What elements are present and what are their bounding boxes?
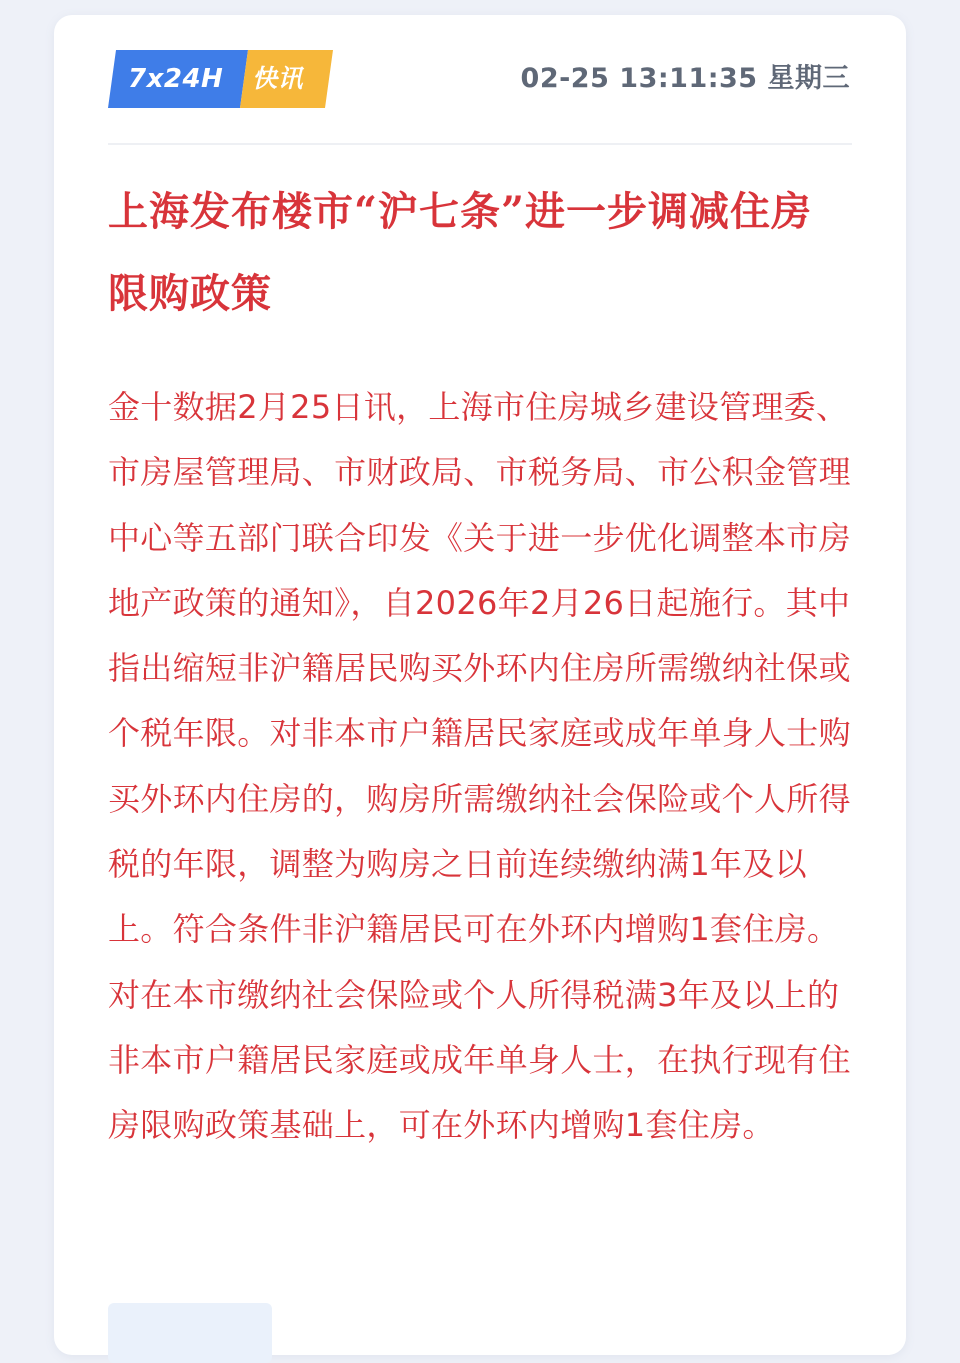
badge-label-flash: 快讯 (252, 64, 304, 93)
badge-label-7x24h: 7x24H (128, 64, 224, 94)
flash-news-badge (108, 50, 333, 108)
timestamp: 02-25 13:11:35 星期三 (520, 63, 850, 94)
headline: 上海发布楼市“沪七条”进一步调减住房限购政策 (108, 188, 813, 317)
news-card (54, 15, 906, 1355)
divider (108, 143, 852, 145)
bottom-tag-chip[interactable] (108, 1303, 272, 1363)
article-body: 金十数据2月25日讯，上海市住房城乡建设管理委、市房屋管理局、市财政局、市税务局、市公积金管理中心等五部门联合印发《关于进一步优化调整本市房地产政策的通知》，自2026年2月26日起施行。其中指出缩短非沪籍居民购买外环内住房所需缴纳社保或个税年限。对非本市户籍居民家庭或成年单身人士购买外环内住房的，购房所需缴纳社会保险或个人所得税的年限，调整为购房之日前连续缴纳满1年及以上。符合条件非沪籍居民可在外环内增购1套住房。对在本市缴纳社会保险或个人所得税满3年及以上的非本市户籍居民家庭或成年单身人士，在执行现有住房限购政策基础上，可在外环内增购1套住房。 (108, 388, 851, 1145)
